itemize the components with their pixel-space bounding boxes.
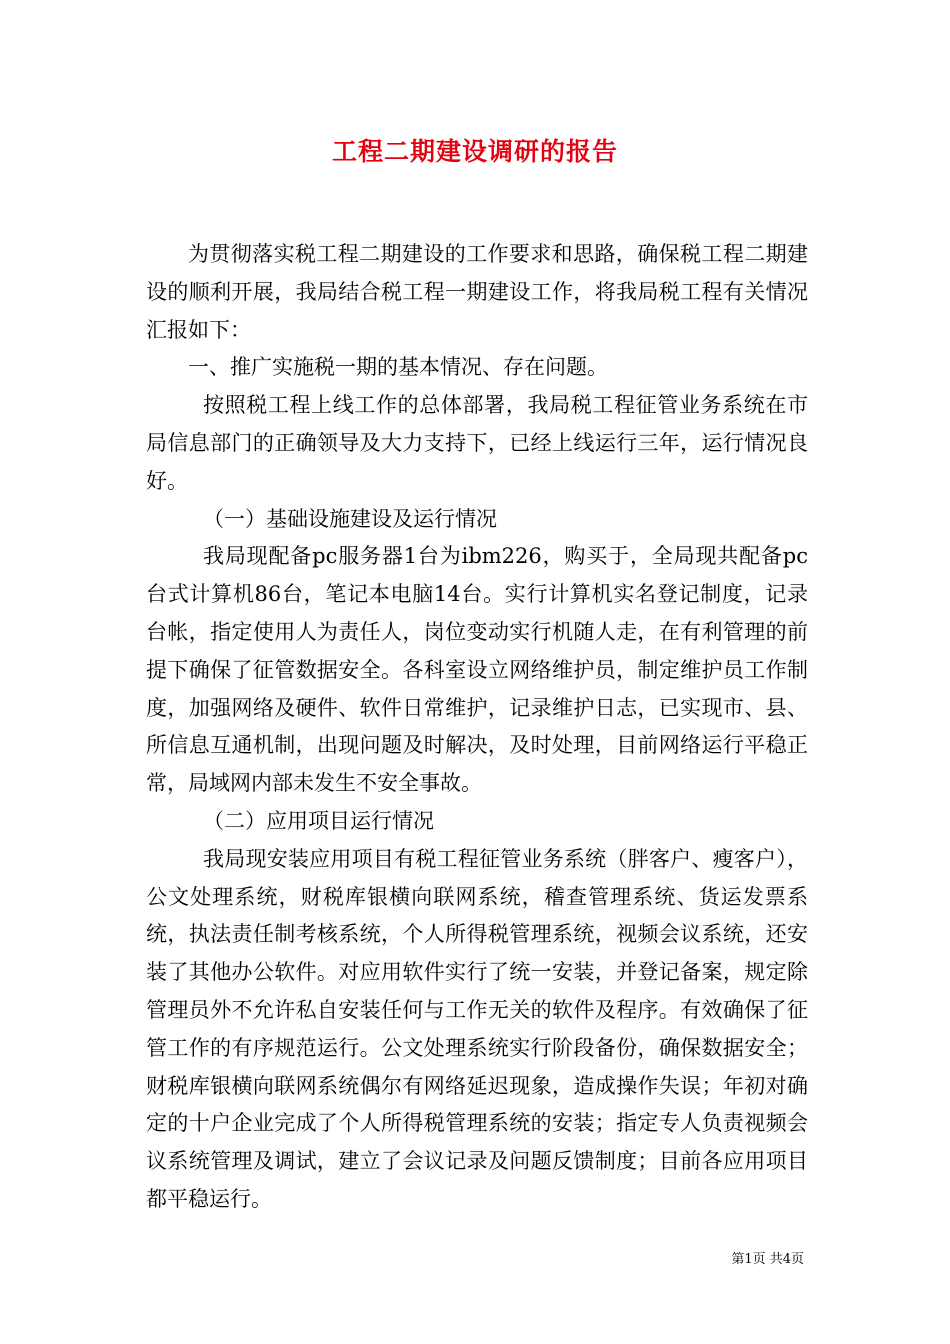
- document-body: [146, 236, 808, 1219]
- section-heading-1: 一、推广实施税一期的基本情况、存在问题。: [188, 355, 608, 380]
- paragraph-overview: 按照税工程上线工作的总体部署，我局税工程征管业务系统在市局信息部门的正确领导及大力支持下，已经上线运行三年，运行情况良好。: [146, 393, 808, 493]
- subsection-heading-infrastructure: （一）基础设施建设及运行情况: [203, 506, 497, 531]
- paragraph-infrastructure: 我局现配备pc服务器1台为ibm226，购买于，全局现共配备pc台式计算机86台，笔记本电脑14台。实行计算机实名登记制度，记录台帐，指定使用人为责任人，岗位变动实行机随人走，在有利管理的前提下确保了征管数据安全。各科室设立网络维护员，制定维护员工作制度，加强网络及硬件、软件日常维护，记录维护日志，已实现市、县、所信息互通机制，出现问题及时解决，及时处理，目前网络运行平稳正常，局域网内部未发生不安全事故。: [146, 544, 808, 796]
- page-number-footer: 第1页 共4页: [731, 1252, 804, 1267]
- subsection-heading-applications: （二）应用项目运行情况: [203, 808, 434, 833]
- paragraph-applications: 我局现安装应用项目有税工程征管业务系统（胖客户、瘦客户），公文处理系统，财税库银横向联网系统，稽查管理系统、货运发票系统，执法责任制考核系统，个人所得税管理系统，视频会议系统，还安装了其他办公软件。对应用软件实行了统一安装，并登记备案，规定除管理员外不允许私自安装任何与工作无关的软件及程序。有效确保了征管工作的有序规范运行。公文处理系统实行阶段备份，确保数据安全；财税库银横向联网系统偶尔有网络延迟现象，造成操作失误；年初对确定的十户企业完成了个人所得税管理系统的安装；指定专人负责视频会议系统管理及调试，建立了会议记录及问题反馈制度；目前各应用项目都平稳运行。: [146, 846, 808, 1211]
- document-title: 工程二期建设调研的报告: [331, 137, 618, 166]
- paragraph-intro: 为贯彻落实税工程二期建设的工作要求和思路，确保税工程二期建设的顺利开展，我局结合税工程一期建设工作，将我局税工程有关情况汇报如下：: [146, 242, 808, 342]
